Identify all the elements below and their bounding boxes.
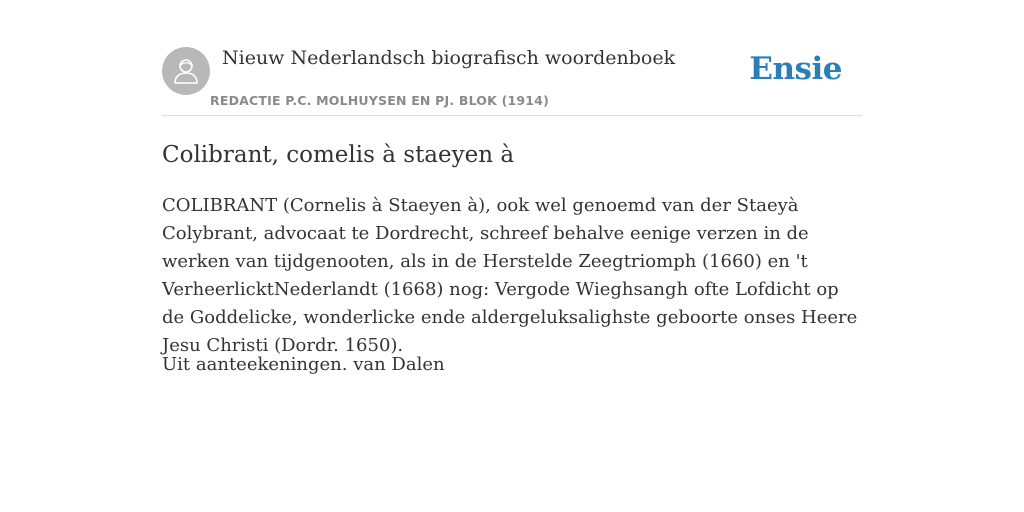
entry-title: Colibrant, comelis à staeyen à [162, 142, 515, 168]
book-title[interactable]: Nieuw Nederlandsch biografisch woordenboek [222, 47, 676, 69]
entry-card [162, 0, 862, 375]
user-icon [173, 57, 199, 85]
editors-subtitle: REDACTIE P.C. MOLHUYSEN EN PJ. BLOK (1914) [210, 93, 549, 108]
entry-body: COLIBRANT (Cornelis à Staeyen à), ook wel genoemd van der Staeyà Colybrant, advocaat te Dordrecht, schreef behalve eenige verzen in de werken van tijdgenooten, als in de Herstelde Zeegtriomph (1660) en 't VerheerlicktNederlandt (1668) nog: Vergode Wieghsangh ofte Lofdicht op de Goddelicke, wonderlicke ende aldergeluksalighste geboorte onses Heere Jesu Christi (Dordr. 1650). [162, 195, 858, 356]
entry-source-note: Uit aanteekeningen. van Dalen [162, 354, 445, 375]
brand-logo[interactable]: Ensie [749, 51, 842, 87]
avatar [162, 47, 210, 95]
entry-header [162, 0, 862, 116]
